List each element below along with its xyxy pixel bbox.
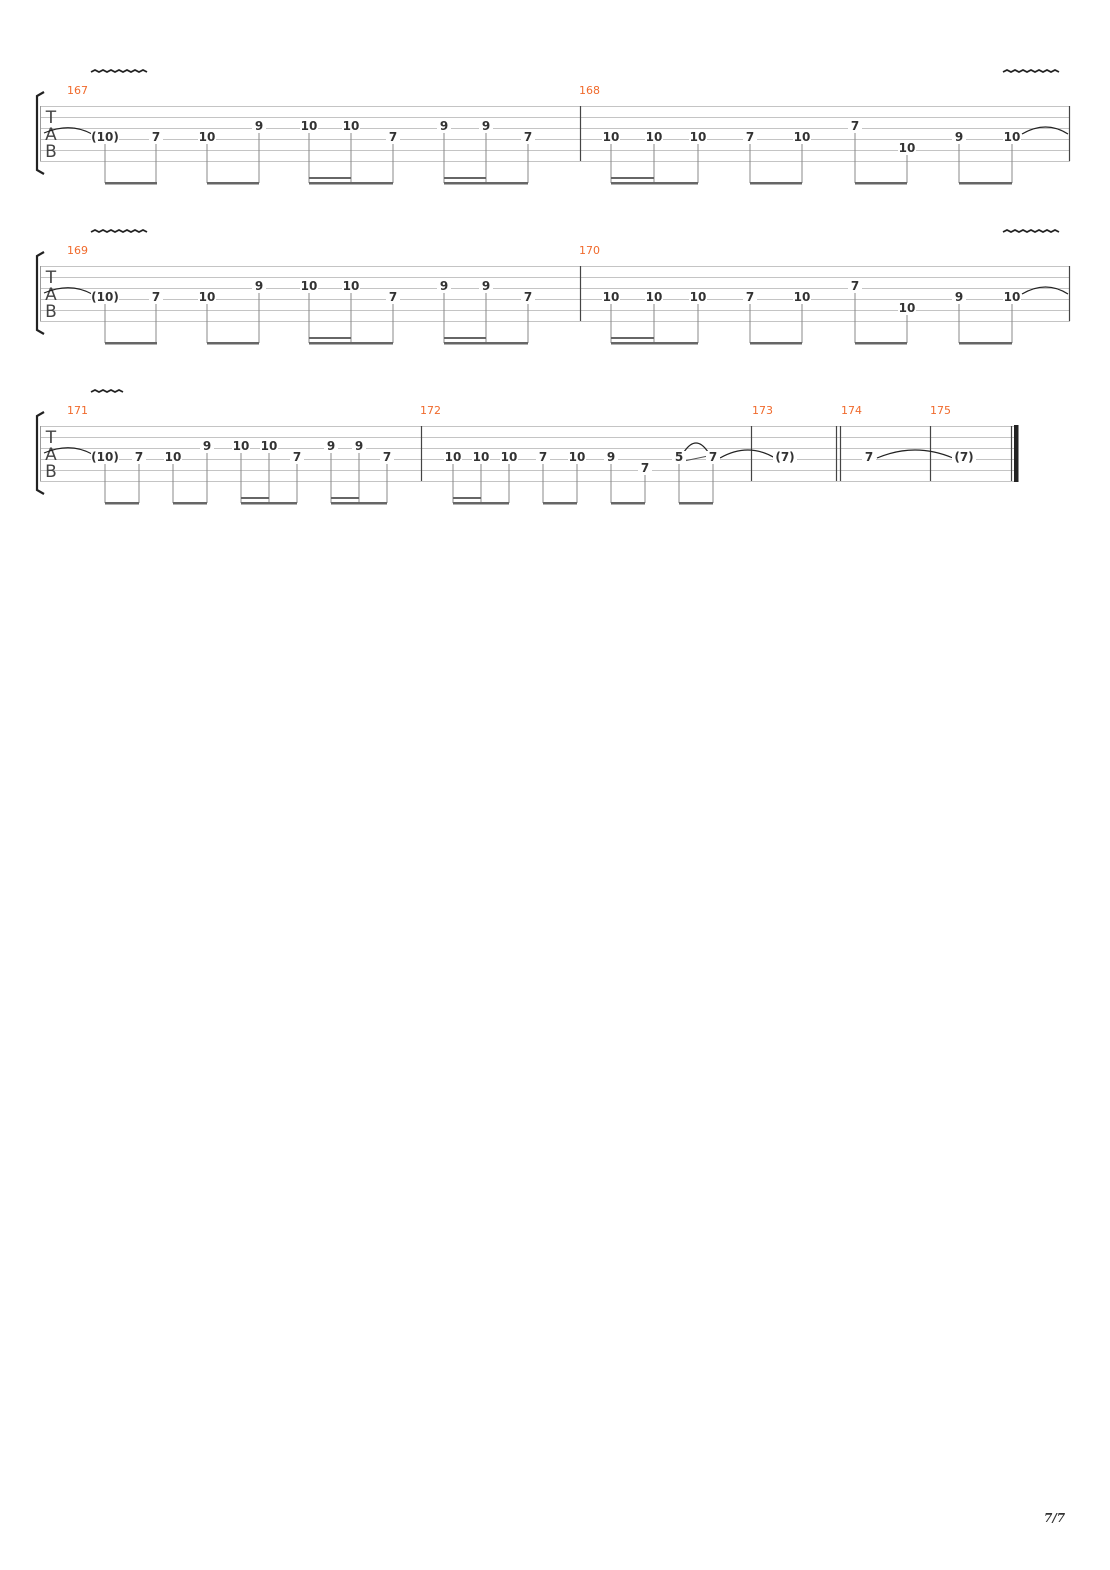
note-stems	[105, 133, 1012, 183]
fret-number: 10	[568, 450, 586, 464]
fret-number: 10	[793, 290, 811, 304]
vibrato-marking	[1003, 230, 1059, 232]
fret-number: 7	[640, 461, 650, 475]
measure-number: 171	[67, 404, 88, 417]
fret-number: 10	[500, 450, 518, 464]
fret-number: 9	[606, 450, 616, 464]
fret-number: 10	[898, 301, 916, 315]
fret-number: 10	[602, 130, 620, 144]
fret-number: 9	[439, 279, 449, 293]
fret-number: 10	[689, 130, 707, 144]
vibrato-marking	[91, 70, 147, 72]
fret-number: 7	[708, 450, 718, 464]
fret-number: 9	[254, 119, 264, 133]
fret-number: 10	[1003, 290, 1021, 304]
fret-number: 10	[689, 290, 707, 304]
tab-clef-b: B	[45, 302, 57, 322]
fret-number: 7	[382, 450, 392, 464]
fret-number: 9	[954, 290, 964, 304]
fret-number: (7)	[775, 450, 795, 464]
fret-number: 9	[439, 119, 449, 133]
tab-system-1	[37, 70, 1070, 185]
fret-number: 9	[481, 119, 491, 133]
fret-number: 10	[602, 290, 620, 304]
fret-number: 9	[254, 279, 264, 293]
fret-number: 10	[300, 279, 318, 293]
fret-number: 10	[1003, 130, 1021, 144]
fret-number: 7	[523, 290, 533, 304]
fret-number: 10	[793, 130, 811, 144]
tab-clef-b: B	[45, 142, 57, 162]
vibrato-marking	[1003, 70, 1059, 72]
page-number: 7/7	[1044, 1511, 1066, 1525]
fret-numbers	[91, 119, 1021, 155]
vibrato-marking	[91, 390, 123, 392]
measure-number: 174	[841, 404, 862, 417]
tab-clef-a: A	[45, 125, 57, 145]
fret-number: 10	[645, 290, 663, 304]
note-beams	[105, 337, 1012, 345]
fret-number: 10	[198, 130, 216, 144]
fret-number: 9	[481, 279, 491, 293]
fret-number: 7	[134, 450, 144, 464]
note-stems	[105, 293, 1012, 343]
fret-number: 10	[444, 450, 462, 464]
fret-number: 10	[198, 290, 216, 304]
fret-number: 7	[523, 130, 533, 144]
fret-numbers	[91, 439, 976, 475]
fret-number: 7	[151, 290, 161, 304]
fret-number: 10	[232, 439, 250, 453]
measure-number: 170	[579, 244, 600, 257]
note-stems	[105, 453, 713, 503]
fret-number: 9	[326, 439, 336, 453]
tab-system-2	[37, 230, 1070, 345]
fret-number: 10	[164, 450, 182, 464]
final-barline-thick	[1014, 425, 1019, 482]
tab-system-3	[37, 390, 1019, 505]
fret-number: 7	[388, 290, 398, 304]
tab-clef-t: T	[45, 268, 57, 288]
fret-number: 5	[674, 450, 684, 464]
fret-number: 10	[300, 119, 318, 133]
measure-number: 175	[930, 404, 951, 417]
fret-number: (10)	[91, 130, 119, 144]
fret-number: 7	[745, 290, 755, 304]
note-beams	[105, 177, 1012, 185]
fret-number: 7	[388, 130, 398, 144]
tab-clef-b: B	[45, 462, 57, 482]
fret-number: 10	[898, 141, 916, 155]
fret-number: 7	[151, 130, 161, 144]
fret-number: 7	[538, 450, 548, 464]
fret-number: (10)	[91, 290, 119, 304]
fret-number: 10	[472, 450, 490, 464]
fret-number: (7)	[954, 450, 974, 464]
measure-number: 172	[420, 404, 441, 417]
tab-clef-t: T	[45, 428, 57, 448]
vibrato-marking	[91, 230, 147, 232]
fret-number: 10	[342, 279, 360, 293]
fret-number: 7	[864, 450, 874, 464]
fret-number: 9	[954, 130, 964, 144]
fret-number: 10	[645, 130, 663, 144]
slide-line	[684, 456, 708, 461]
fret-number: 7	[745, 130, 755, 144]
tie-arc	[720, 450, 775, 458]
tab-clef-a: A	[45, 285, 57, 305]
fret-number: 9	[354, 439, 364, 453]
note-beams	[105, 497, 713, 505]
tie-arc	[877, 450, 953, 458]
fret-number: (10)	[91, 450, 119, 464]
measure-number: 167	[67, 84, 88, 97]
fret-number: 7	[292, 450, 302, 464]
measure-number: 173	[752, 404, 773, 417]
measure-number: 168	[579, 84, 600, 97]
fret-number: 7	[850, 279, 860, 293]
fret-numbers	[91, 279, 1021, 315]
tab-clef-a: A	[45, 445, 57, 465]
fret-number: 7	[850, 119, 860, 133]
fret-number: 10	[342, 119, 360, 133]
fret-number: 10	[260, 439, 278, 453]
tab-clef-t: T	[45, 108, 57, 128]
fret-number: 9	[202, 439, 212, 453]
slur-arc	[684, 443, 708, 452]
measure-number: 169	[67, 244, 88, 257]
